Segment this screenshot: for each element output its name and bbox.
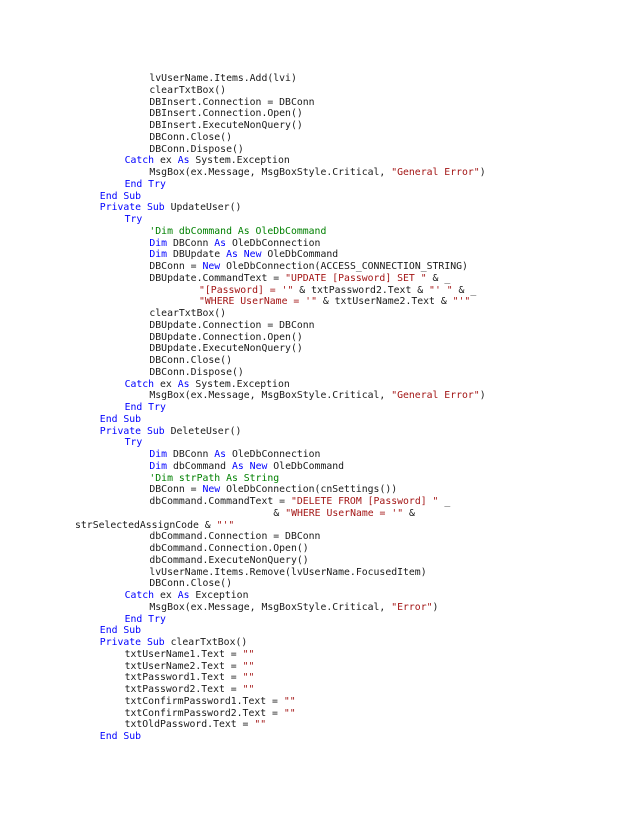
code-string: "WHERE UserName = '" [199, 296, 317, 308]
code-line [0, 414, 638, 426]
code-text: ex [154, 378, 178, 390]
code-line [0, 590, 638, 602]
code-line [0, 708, 638, 720]
code-text: lvUserName.Items.Add(lvi) [149, 73, 297, 84]
code-text: System.Exception [189, 155, 290, 167]
code-text: DBConn.Close() [149, 131, 232, 143]
code-text: ) [432, 601, 439, 613]
code-text: dbCommand [167, 460, 232, 472]
code-text: OleDbConnection [226, 237, 321, 249]
code-string: "' " [429, 284, 453, 296]
code-keyword: Catch [124, 155, 155, 167]
code-listing [0, 73, 638, 743]
code-text: txtUserName1.Text = [124, 648, 243, 660]
code-line [0, 226, 638, 238]
code-string: "WHERE UserName = '" [285, 507, 404, 519]
code-keyword: Try [124, 214, 143, 225]
code-keyword: As [177, 378, 190, 390]
code-text: txtPassword2.Text = [124, 684, 243, 695]
code-keyword: Try [124, 437, 143, 449]
code-line [0, 508, 638, 520]
code-keyword: As [177, 155, 190, 167]
code-line [0, 672, 638, 684]
code-keyword: End Sub [99, 625, 142, 637]
code-line [0, 379, 638, 391]
code-string: "" [242, 684, 255, 695]
code-text: ) [479, 390, 486, 402]
code-text: DBUpdate [167, 249, 227, 261]
code-string: "'" [452, 296, 471, 308]
code-line [0, 155, 638, 167]
code-keyword: Private Sub [99, 425, 165, 437]
code-line [0, 261, 638, 273]
code-keyword: End Try [124, 402, 166, 413]
code-line [0, 390, 638, 402]
code-line [0, 719, 638, 731]
code-line [0, 449, 638, 461]
code-line [0, 602, 638, 614]
code-text: strSelectedAssignCode & [75, 519, 217, 531]
code-line [0, 461, 638, 473]
code-line [0, 661, 638, 673]
code-text: DBConn = [149, 261, 203, 272]
code-keyword: As New [226, 249, 262, 261]
code-keyword: As New [231, 460, 268, 472]
code-string: "" [283, 695, 296, 707]
code-line [0, 555, 638, 567]
code-text: Exception [189, 590, 249, 601]
code-text: DBConn = [149, 484, 203, 496]
code-text: OleDbCommand [267, 460, 345, 472]
code-keyword: Catch [124, 590, 155, 601]
code-line [0, 696, 638, 708]
code-text: MsgBox(ex.Message, MsgBoxStyle.Critical, [149, 167, 392, 178]
code-text: dbCommand.Connection.Open() [149, 543, 309, 554]
code-line [0, 426, 638, 438]
code-line [0, 108, 638, 120]
code-comment: 'Dim dbCommand As OleDbCommand [149, 225, 327, 237]
code-text: System.Exception [189, 378, 290, 390]
code-line [0, 296, 638, 308]
code-text: & [403, 507, 415, 519]
code-line [0, 731, 638, 743]
code-line [0, 520, 638, 532]
code-text: txtPassword1.Text = [124, 672, 243, 684]
code-keyword: As [214, 237, 227, 249]
code-text: DBConn [167, 449, 215, 460]
code-text: DBUpdate.ExecuteNonQuery() [149, 343, 303, 355]
code-line [0, 238, 638, 250]
code-line [0, 402, 638, 414]
code-string: "'" [216, 519, 235, 531]
code-line [0, 473, 638, 485]
code-line [0, 320, 638, 332]
code-text: dbCommand.CommandText = [149, 496, 291, 507]
code-string: "" [254, 719, 267, 731]
code-text: & _ [426, 272, 451, 284]
code-line [0, 332, 638, 344]
code-line [0, 85, 638, 97]
code-text: DBUpdate.Connection.Open() [149, 331, 303, 343]
code-line [0, 343, 638, 355]
code-line [0, 625, 638, 637]
code-keyword: End Sub [99, 190, 142, 202]
code-text: DeleteUser() [164, 425, 242, 437]
code-line [0, 367, 638, 379]
code-text: & txtPassword2.Text & [293, 284, 430, 296]
code-line [0, 202, 638, 214]
code-line [0, 567, 638, 579]
code-line [0, 484, 638, 496]
code-string: "" [242, 672, 255, 684]
code-text: txtOldPassword.Text = [124, 719, 255, 731]
code-string: "" [242, 660, 255, 672]
code-line [0, 249, 638, 261]
code-line [0, 273, 638, 285]
code-text: DBInsert.Connection = DBConn [149, 96, 315, 108]
code-text: txtConfirmPassword1.Text = [124, 695, 284, 707]
code-text: & _ [452, 284, 477, 296]
code-string: "General Error" [391, 390, 480, 402]
code-text: dbCommand.Connection = DBConn [149, 531, 321, 543]
code-text: ) [479, 167, 486, 178]
code-text: clearTxtBox() [149, 308, 227, 319]
code-line [0, 308, 638, 320]
code-line [0, 285, 638, 297]
code-string: "DELETE FROM [Password] " [290, 496, 439, 507]
code-line [0, 179, 638, 191]
code-line [0, 132, 638, 144]
code-text: DBUpdate.Connection = DBConn [149, 319, 315, 331]
code-text: DBConn.Close() [149, 578, 232, 590]
code-string: "[Password] = '" [199, 284, 294, 296]
code-text: DBConn [167, 237, 215, 249]
code-keyword: Private Sub [99, 202, 165, 214]
code-text: lvUserName.Items.Remove(lvUserName.FocusedItem) [149, 566, 427, 578]
code-keyword: As [177, 590, 190, 601]
code-line [0, 97, 638, 109]
code-line [0, 214, 638, 226]
code-line [0, 614, 638, 626]
code-text: & txtUserName2.Text & [316, 296, 453, 308]
code-text: _ [438, 496, 451, 507]
code-line [0, 191, 638, 203]
code-string: "" [283, 707, 296, 719]
code-line [0, 543, 638, 555]
code-text: txtUserName2.Text = [124, 660, 243, 672]
code-line [0, 684, 638, 696]
code-text: OleDbConnection(ACCESS_CONNECTION_STRING) [220, 261, 468, 272]
code-line [0, 578, 638, 590]
code-keyword: As [214, 449, 227, 460]
code-text: DBUpdate.CommandText = [149, 272, 286, 284]
code-keyword: New [202, 261, 221, 272]
code-text: OleDbConnection [226, 449, 321, 460]
code-line [0, 496, 638, 508]
code-string: "General Error" [391, 167, 480, 178]
code-keyword: End Try [124, 613, 166, 625]
code-line [0, 120, 638, 132]
code-text: ex [154, 155, 178, 167]
code-keyword: End Sub [99, 413, 142, 425]
code-text: clearTxtBox() [149, 84, 227, 96]
code-line [0, 144, 638, 156]
code-keyword: Dim [149, 237, 168, 249]
code-text: DBInsert.Connection.Open() [149, 108, 303, 120]
code-keyword: Dim [149, 249, 168, 261]
code-line [0, 167, 638, 179]
code-text: DBInsert.ExecuteNonQuery() [149, 120, 303, 131]
code-text: MsgBox(ex.Message, MsgBoxStyle.Critical, [149, 601, 392, 613]
code-keyword: Catch [124, 378, 155, 390]
code-line [0, 355, 638, 367]
code-text: MsgBox(ex.Message, MsgBoxStyle.Critical, [149, 390, 392, 402]
code-text: txtConfirmPassword2.Text = [124, 707, 284, 719]
code-keyword: New [202, 484, 221, 496]
code-text: UpdateUser() [164, 202, 242, 214]
code-string: "UPDATE [Password] SET " [285, 272, 427, 284]
code-text: & [273, 507, 286, 519]
code-comment: 'Dim strPath As String [149, 472, 280, 484]
code-string: "Error" [391, 601, 433, 613]
code-keyword: Dim [149, 449, 168, 460]
code-line [0, 73, 638, 85]
code-text: DBConn.Close() [149, 355, 232, 366]
code-keyword: End Try [124, 178, 166, 190]
code-text: OleDbConnection(cnSettings()) [220, 484, 398, 496]
code-text: dbCommand.ExecuteNonQuery() [149, 554, 309, 566]
code-line [0, 437, 638, 449]
code-keyword: Dim [149, 460, 168, 472]
code-text: ex [154, 590, 178, 601]
code-keyword: Private Sub [99, 637, 165, 648]
code-text: clearTxtBox() [164, 637, 248, 648]
code-line [0, 637, 638, 649]
code-line [0, 531, 638, 543]
code-keyword: End Sub [99, 731, 142, 742]
code-line [0, 649, 638, 661]
code-text: OleDbCommand [261, 249, 339, 261]
code-string: "" [242, 648, 255, 660]
code-text: DBConn.Dispose() [149, 366, 244, 378]
code-text: DBConn.Dispose() [149, 143, 244, 155]
